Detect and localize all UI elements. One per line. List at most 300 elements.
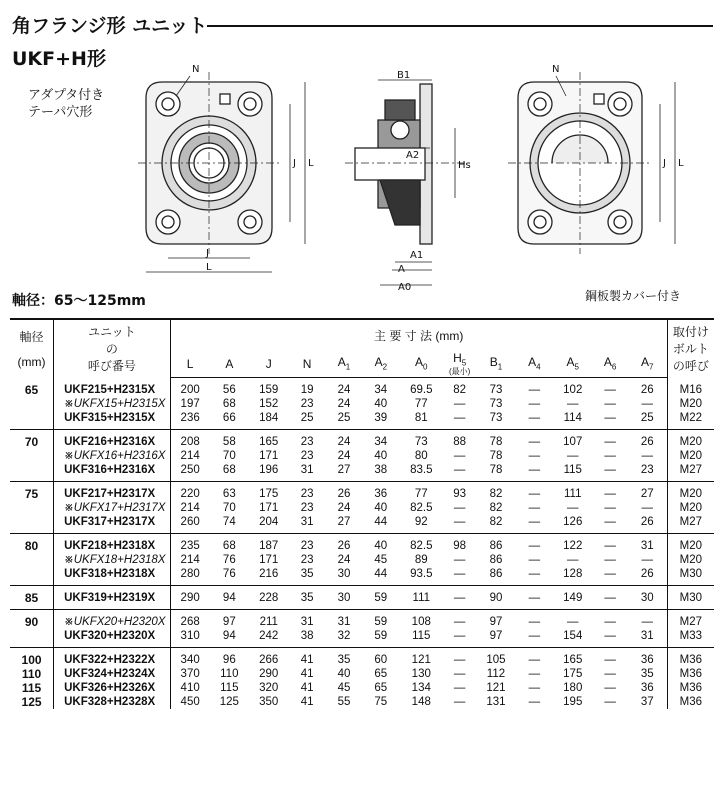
header-hs-note: (最小) xyxy=(449,367,471,377)
dim-cell-h5: — xyxy=(453,398,466,410)
dim-cell-a0: 80 xyxy=(414,450,428,462)
unit-number-cell: UKF318+H2318X xyxy=(54,567,171,586)
table-row xyxy=(10,397,714,411)
dim-cell-a7: 31 xyxy=(628,534,667,554)
dim-cell-a0: 77 xyxy=(414,398,428,410)
shaft-diameter-cell: 115 xyxy=(10,681,54,695)
shaft-range-label: 軸径：65〜125mm xyxy=(12,293,146,309)
dim-cell-a7: 27 xyxy=(628,482,667,502)
bolt-size-cell: M33 xyxy=(667,629,714,648)
dim-cell-h5: — xyxy=(453,616,466,628)
dim-cell-a4: — xyxy=(528,654,541,666)
dim-cell-a1: 40 xyxy=(337,668,351,680)
dim-cell-a4: — xyxy=(528,682,541,694)
dim-cell-a: 70 xyxy=(222,502,236,514)
dim-cell-a2: 40 xyxy=(374,398,388,410)
dim-cell-a4: — xyxy=(528,696,541,708)
cover-view-drawing xyxy=(508,72,675,254)
dim-cell-h5: — xyxy=(443,567,476,586)
dim-cell-l: 208 xyxy=(180,436,200,448)
dim-cell-a4: — xyxy=(528,398,541,410)
dim-cell-b1: 112 xyxy=(486,668,506,680)
dim-cell-a2: 44 xyxy=(362,567,399,586)
dim-cell-a0: 130 xyxy=(411,668,431,680)
dim-cell-a2: 40 xyxy=(374,450,388,462)
bolt-size-cell: M20 xyxy=(679,398,703,410)
dim-cell-a1: 32 xyxy=(326,629,362,648)
dim-cell-a1: 26 xyxy=(337,540,351,552)
dim-cell-a6: — xyxy=(604,384,616,396)
dim-cell-a1: 27 xyxy=(326,515,362,534)
dim-cell-a2: 40 xyxy=(374,540,388,552)
dim-cell-a5: 115 xyxy=(553,463,592,482)
dim-cell-l: 340 xyxy=(180,654,200,666)
dim-cell-a1: 24 xyxy=(337,436,351,448)
dim-cell-h5: — xyxy=(453,502,466,514)
bolt-size-cell: M36 xyxy=(679,682,703,694)
dim-cell-a6: — xyxy=(604,554,616,566)
dim-cell-j: 165 xyxy=(259,436,279,448)
front-label-n: N xyxy=(192,64,200,75)
dim-cell-l: 214 xyxy=(180,502,200,514)
bolt-size-cell: M22 xyxy=(667,411,714,430)
dim-cell-j: 187 xyxy=(259,540,279,552)
dim-cell-a4: — xyxy=(528,488,541,500)
dim-cell-j: 171 xyxy=(259,554,279,566)
bolt-size-cell: M16 xyxy=(679,383,703,396)
dim-cell-b1: 86 xyxy=(476,567,515,586)
dim-cell-a6: — xyxy=(592,411,627,430)
dim-cell-h5: — xyxy=(443,463,476,482)
dim-cell-h5: — xyxy=(443,515,476,534)
shaft-diameter-cell xyxy=(10,449,54,463)
dim-cell-a6: — xyxy=(604,540,616,552)
dim-cell-n: 41 xyxy=(300,668,314,680)
dim-cell-a6: — xyxy=(592,629,627,648)
dim-cell-a7: — xyxy=(628,449,667,463)
dim-cell-a: 68 xyxy=(222,398,236,410)
dim-cell-b1: 97 xyxy=(476,629,515,648)
table-row xyxy=(10,515,714,534)
section-view-drawing xyxy=(345,80,470,285)
dim-cell-n: 23 xyxy=(300,450,314,462)
dim-cell-a7: 25 xyxy=(628,411,667,430)
dim-cell-b1: 78 xyxy=(476,463,515,482)
dim-cell-a: 58 xyxy=(222,436,236,448)
dim-cell-a0: 115 xyxy=(399,629,443,648)
dim-cell-a4: — xyxy=(516,567,553,586)
dim-cell-a: 56 xyxy=(222,384,236,396)
dim-cell-a6: — xyxy=(604,668,616,680)
front-label-j: J xyxy=(206,248,209,259)
unit-number-cell: UKF217+H2317X xyxy=(54,482,171,502)
dim-cell-b1: 73 xyxy=(476,411,515,430)
dim-cell-a1: 25 xyxy=(326,411,362,430)
shaft-diameter-cell: 100 xyxy=(10,648,54,668)
dim-cell-j: 171 xyxy=(259,502,279,514)
dim-cell-h5: — xyxy=(453,682,466,694)
type-note-line2: テーパ穴形 xyxy=(28,105,93,120)
dim-cell-a: 110 xyxy=(220,668,239,680)
dim-cell-a7: — xyxy=(628,501,667,515)
dim-cell-a: 76 xyxy=(210,567,249,586)
bolt-size-cell: M36 xyxy=(679,696,703,708)
dim-cell-a5: — xyxy=(567,554,579,566)
dim-cell-n: 23 xyxy=(300,554,314,566)
dim-cell-n: 31 xyxy=(300,616,314,628)
dim-cell-a0: 83.5 xyxy=(399,463,443,482)
dim-cell-j: 171 xyxy=(259,450,279,462)
dim-cell-a6: — xyxy=(592,515,627,534)
dim-cell-j: 350 xyxy=(259,696,279,708)
dim-cell-h5: — xyxy=(443,586,476,610)
dim-cell-l: 214 xyxy=(180,450,200,462)
unit-number-cell: ※UKFX20+H2320X xyxy=(54,610,171,630)
dim-cell-a: 97 xyxy=(222,616,236,628)
shaft-diameter-cell xyxy=(10,501,54,515)
dim-cell-b1: 97 xyxy=(489,616,503,628)
dim-cell-n: 25 xyxy=(288,411,325,430)
bolt-size-cell: M20 xyxy=(679,450,703,462)
dim-cell-a5: 107 xyxy=(563,436,583,448)
unit-number-cell: UKF324+H2324X xyxy=(54,667,171,681)
dim-cell-a0: 69.5 xyxy=(410,384,433,396)
dim-cell-a7: 36 xyxy=(628,648,667,668)
cover-label-l: L xyxy=(678,158,684,169)
section-label-a2: A2 xyxy=(406,150,420,161)
dim-cell-a5: — xyxy=(567,398,579,410)
dim-cell-b1: 82 xyxy=(476,515,515,534)
bolt-size-cell: M30 xyxy=(667,586,714,610)
dim-cell-a6: — xyxy=(604,502,616,514)
dim-cell-a1: 24 xyxy=(337,398,351,410)
dim-cell-l: 197 xyxy=(180,398,200,410)
dim-cell-n: 23 xyxy=(300,488,314,500)
header-bolt-line3: の呼び xyxy=(672,359,709,374)
table-row xyxy=(10,430,714,450)
dim-cell-a1: 30 xyxy=(326,567,362,586)
dim-cell-a: 115 xyxy=(220,682,239,694)
header-unit xyxy=(54,319,171,378)
dim-cell-n: 23 xyxy=(300,436,314,448)
dim-cell-a: 96 xyxy=(222,654,236,666)
shaft-diameter-cell xyxy=(10,629,54,648)
dim-cell-h5: — xyxy=(453,554,466,566)
table-row xyxy=(10,610,714,630)
dim-cell-a: 66 xyxy=(210,411,249,430)
unit-number-cell: UKF328+H2328X xyxy=(54,695,171,709)
dim-cell-a: 68 xyxy=(222,540,236,552)
dim-cell-a6: — xyxy=(592,586,627,610)
dim-cell-j: 290 xyxy=(259,668,279,680)
dim-cell-l: 250 xyxy=(170,463,209,482)
unit-number-cell: UKF315+H2315X xyxy=(54,411,171,430)
dim-cell-j: 320 xyxy=(259,682,279,694)
dim-cell-l: 220 xyxy=(180,488,200,500)
front-label-l2: L xyxy=(308,158,314,169)
dim-cell-l: 450 xyxy=(180,696,200,708)
shaft-diameter-cell: 70 xyxy=(10,430,54,450)
bolt-size-cell: M27 xyxy=(667,463,714,482)
dim-cell-b1: 82 xyxy=(489,488,503,500)
dim-cell-a4: — xyxy=(528,384,541,396)
dim-cell-a2: 45 xyxy=(374,554,388,566)
dim-cell-l: 370 xyxy=(180,668,200,680)
shaft-diameter-cell: 65 xyxy=(10,378,54,398)
dim-cell-a1: 45 xyxy=(337,682,351,694)
unit-number-cell: ※UKFX15+H2315X xyxy=(54,397,171,411)
dim-cell-a6: — xyxy=(604,682,616,694)
dim-cell-a1: 30 xyxy=(326,586,362,610)
dim-cell-a0: 73 xyxy=(414,436,428,448)
section-label-a1: A1 xyxy=(410,250,424,261)
header-unit-line2: の xyxy=(105,342,118,357)
header-col-j: J xyxy=(249,350,288,378)
dim-cell-j: 196 xyxy=(249,463,288,482)
dim-cell-a2: 65 xyxy=(374,682,388,694)
header-col-b1: $B_1$ xyxy=(476,350,515,378)
section-label-hs: Hs xyxy=(458,160,471,171)
bolt-size-cell: M27 xyxy=(679,616,703,628)
dim-cell-a7: — xyxy=(628,397,667,411)
dim-cell-a6: — xyxy=(604,398,616,410)
unit-number-cell: ※UKFX16+H2316X xyxy=(54,449,171,463)
dim-cell-a: 94 xyxy=(210,629,249,648)
dim-cell-l: 214 xyxy=(180,554,200,566)
unit-number-cell: UKF216+H2316X xyxy=(54,430,171,450)
dim-cell-a1: 24 xyxy=(337,502,351,514)
dim-cell-a5: 128 xyxy=(553,567,592,586)
dim-cell-n: 35 xyxy=(288,586,325,610)
dim-cell-h5: — xyxy=(453,696,466,708)
dim-cell-a2: 34 xyxy=(374,384,388,396)
dim-cell-a6: — xyxy=(604,436,616,448)
dim-cell-a: 70 xyxy=(222,450,236,462)
dim-cell-n: 19 xyxy=(300,384,314,396)
table-row xyxy=(10,378,714,398)
dim-cell-a2: 65 xyxy=(374,668,388,680)
dim-cell-a2: 59 xyxy=(362,586,399,610)
dim-cell-l: 200 xyxy=(180,384,200,396)
shaft-diameter-cell: 110 xyxy=(10,667,54,681)
dim-cell-a0: 89 xyxy=(414,554,428,566)
cover-note: 鋼板製カバー付き xyxy=(585,289,682,303)
dim-cell-h5: 93 xyxy=(453,488,467,500)
dimension-table xyxy=(10,318,714,709)
dim-cell-j: 159 xyxy=(259,384,279,396)
dim-cell-a0: 148 xyxy=(411,696,431,708)
table-row xyxy=(10,629,714,648)
shaft-diameter-cell xyxy=(10,567,54,586)
dim-cell-a: 74 xyxy=(210,515,249,534)
dim-cell-a5: 165 xyxy=(563,654,583,666)
cover-label-n: N xyxy=(552,64,560,75)
dim-cell-a4: — xyxy=(528,540,541,552)
header-col-h5: $H_5$ (最小) xyxy=(443,350,476,378)
table-row xyxy=(10,501,714,515)
dim-cell-a1: 55 xyxy=(337,696,351,708)
header-col-a7: $A_7$ xyxy=(628,350,667,378)
shaft-diameter-cell xyxy=(10,515,54,534)
dim-cell-a1: 24 xyxy=(337,554,351,566)
dim-cell-a1: 24 xyxy=(337,384,351,396)
dim-cell-a6: — xyxy=(604,654,616,666)
dim-cell-a6: — xyxy=(592,567,627,586)
dim-cell-a4: — xyxy=(516,629,553,648)
table-row xyxy=(10,534,714,554)
header-col-a5: $A_5$ xyxy=(553,350,592,378)
dim-cell-a4: — xyxy=(516,515,553,534)
section-label-a: A xyxy=(398,264,405,275)
dim-cell-a: 63 xyxy=(222,488,236,500)
table-row xyxy=(10,449,714,463)
unit-number-cell: ※UKFX17+H2317X xyxy=(54,501,171,515)
dim-cell-a0: 121 xyxy=(411,654,431,666)
header-col-n: N xyxy=(288,350,325,378)
unit-number-cell: UKF317+H2317X xyxy=(54,515,171,534)
table-row xyxy=(10,482,714,502)
unit-number-cell: ※UKFX18+H2318X xyxy=(54,553,171,567)
table-row xyxy=(10,463,714,482)
dim-cell-a6: — xyxy=(604,450,616,462)
dim-cell-j: 204 xyxy=(249,515,288,534)
dim-cell-a4: — xyxy=(528,436,541,448)
section-label-b1: B1 xyxy=(397,70,411,81)
dim-cell-a0: 82.5 xyxy=(410,540,433,552)
dim-cell-a0: 93.5 xyxy=(399,567,443,586)
dim-cell-a5: — xyxy=(567,616,579,628)
dim-cell-a6: — xyxy=(604,616,616,628)
dim-cell-a7: 26 xyxy=(628,378,667,398)
dim-cell-n: 31 xyxy=(288,515,325,534)
section-label-a0: A0 xyxy=(398,282,412,293)
dim-cell-a0: 111 xyxy=(399,586,443,610)
dim-cell-b1: 90 xyxy=(476,586,515,610)
dim-cell-n: 41 xyxy=(300,696,314,708)
dim-cell-b1: 82 xyxy=(489,502,503,514)
dim-cell-b1: 73 xyxy=(489,398,503,410)
dim-cell-a0: 134 xyxy=(411,682,431,694)
shaft-diameter-cell: 75 xyxy=(10,482,54,502)
header-unit-line1: ユニット xyxy=(88,325,136,340)
dim-cell-b1: 131 xyxy=(486,696,506,708)
page-title: 角フランジ形 ユニット xyxy=(12,15,208,37)
dim-cell-a7: 35 xyxy=(628,667,667,681)
dim-cell-a6: — xyxy=(604,696,616,708)
bolt-size-cell: M27 xyxy=(667,515,714,534)
dim-cell-n: 35 xyxy=(288,567,325,586)
dim-cell-b1: 78 xyxy=(489,450,503,462)
dim-cell-a5: 122 xyxy=(563,540,583,552)
dim-cell-a0: 81 xyxy=(399,411,443,430)
dim-cell-l: 268 xyxy=(180,616,200,628)
dim-cell-a6: — xyxy=(604,488,616,500)
table-row xyxy=(10,586,714,610)
dim-cell-n: 41 xyxy=(300,682,314,694)
dim-cell-b1: 78 xyxy=(489,436,503,448)
dim-cell-j: 152 xyxy=(259,398,279,410)
bolt-size-cell: M30 xyxy=(667,567,714,586)
dim-cell-a5: 149 xyxy=(553,586,592,610)
dim-cell-l: 410 xyxy=(180,682,200,694)
table-row xyxy=(10,553,714,567)
header-shaft xyxy=(10,319,54,378)
dim-cell-n: 41 xyxy=(300,654,314,666)
unit-number-cell: UKF322+H2322X xyxy=(54,648,171,668)
header-bolt-line2: ボルト xyxy=(672,342,709,357)
dim-cell-b1: 86 xyxy=(489,554,503,566)
dim-cell-a0: 82.5 xyxy=(410,502,433,514)
dim-cell-a7: 30 xyxy=(628,586,667,610)
table-row xyxy=(10,648,714,668)
dim-cell-a5: 175 xyxy=(563,668,583,680)
unit-number-cell: UKF215+H2315X xyxy=(54,378,171,398)
dim-cell-h5: — xyxy=(443,629,476,648)
dim-cell-h5: — xyxy=(453,450,466,462)
front-label-l: L xyxy=(206,262,212,273)
dim-cell-l: 260 xyxy=(170,515,209,534)
dim-cell-a7: 26 xyxy=(628,567,667,586)
dim-cell-b1: 105 xyxy=(486,654,506,666)
dim-cell-a5: 114 xyxy=(553,411,592,430)
dim-cell-n: 23 xyxy=(300,540,314,552)
dim-cell-l: 235 xyxy=(180,540,200,552)
dim-cell-n: 38 xyxy=(288,629,325,648)
dim-cell-a5: 154 xyxy=(553,629,592,648)
dim-cell-j: 228 xyxy=(249,586,288,610)
dim-cell-a1: 27 xyxy=(326,463,362,482)
dim-cell-j: 242 xyxy=(249,629,288,648)
shaft-diameter-cell: 85 xyxy=(10,586,54,610)
dim-cell-a2: 75 xyxy=(374,696,388,708)
dim-cell-a4: — xyxy=(516,463,553,482)
series-name: UKF+H形 xyxy=(12,48,106,70)
dim-cell-a4: — xyxy=(528,668,541,680)
header-bolt-line1: 取付け xyxy=(672,325,709,340)
unit-number-cell: UKF326+H2326X xyxy=(54,681,171,695)
dim-cell-a6: — xyxy=(592,463,627,482)
dim-cell-a4: — xyxy=(528,554,541,566)
shaft-diameter-cell xyxy=(10,397,54,411)
table-row xyxy=(10,681,714,695)
dim-cell-a1: 26 xyxy=(337,488,351,500)
dim-cell-l: 290 xyxy=(170,586,209,610)
header-col-a1: $A_1$ xyxy=(326,350,362,378)
dim-cell-n: 31 xyxy=(288,463,325,482)
dim-cell-a1: 24 xyxy=(337,450,351,462)
type-note-line1: アダプタ付き xyxy=(28,88,105,103)
dim-cell-l: 280 xyxy=(170,567,209,586)
shaft-diameter-cell: 80 xyxy=(10,534,54,554)
unit-number-cell: UKF218+H2318X xyxy=(54,534,171,554)
dim-cell-j: 216 xyxy=(249,567,288,586)
dim-cell-a7: 36 xyxy=(628,681,667,695)
cover-label-j: J xyxy=(663,158,666,169)
dim-cell-a4: — xyxy=(528,450,541,462)
dim-cell-h5: 82 xyxy=(453,384,467,396)
header-dimensions: 主 要 寸 法 (mm) xyxy=(170,319,667,350)
dim-cell-a5: — xyxy=(567,450,579,462)
dim-cell-a2: 38 xyxy=(362,463,399,482)
dim-cell-a5: 126 xyxy=(553,515,592,534)
dim-cell-b1: 73 xyxy=(489,384,503,396)
bolt-size-cell: M20 xyxy=(679,554,703,566)
shaft-diameter-cell xyxy=(10,411,54,430)
dim-cell-a: 94 xyxy=(210,586,249,610)
shaft-diameter-cell: 90 xyxy=(10,610,54,630)
dim-cell-j: 175 xyxy=(259,488,279,500)
dim-cell-a7: — xyxy=(628,553,667,567)
